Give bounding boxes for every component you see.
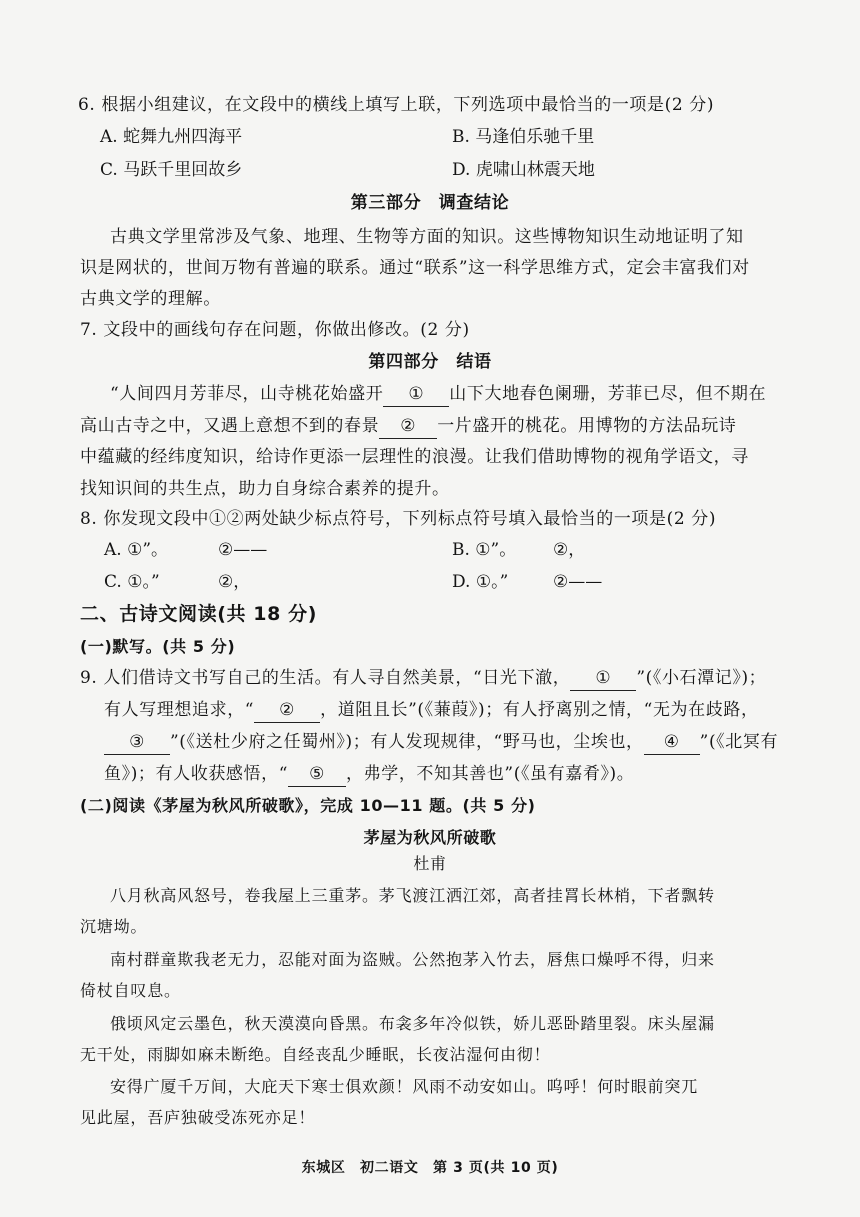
q9-blank-1: ① <box>570 666 636 691</box>
poem-title: 茅屋为秋风所破歌 <box>363 828 497 847</box>
q6-option-d: D. 虎啸山林震天地 <box>452 160 595 180</box>
part4-line-3: 中蕴藏的经纬度知识，给诗作更添一层理性的浪漫。让我们借助博物的视角学语文，寻 <box>80 447 749 467</box>
q9-blank-2: ② <box>254 698 320 723</box>
part3-line-2: 识是网状的，世间万物有普遍的联系。通过“联系”这一科学思维方式，定会丰富我们对 <box>80 258 750 278</box>
poem-line-4: 倚杖自叹息。 <box>80 981 181 1000</box>
section2-sub1: (一)默写。(共 5 分) <box>80 637 236 656</box>
q9-blank-4: ④ <box>644 730 700 755</box>
blank-1: ① <box>383 382 449 407</box>
part4-line-2 <box>80 414 736 439</box>
part4-title: 第四部分 结语 <box>368 352 492 372</box>
part4-line-2-b: 一片盛开的桃花。用博物的方法品玩诗 <box>437 416 737 436</box>
q9-line-1-a: 9. 人们借诗文书写自己的生活。有人寻自然美景，“日光下澈， <box>80 668 571 688</box>
q8-option-c: C. ①。” <box>104 572 160 592</box>
poem-line-3: 南村群童欺我老无力，忍能对面为盗贼。公然抱茅入竹去，唇焦口燥呼不得，归来 <box>110 950 715 969</box>
part4-line-4: 找知识间的共生点，助力自身综合素养的提升。 <box>80 479 450 499</box>
q9-line-1-b: ”(《小石潭记》)； <box>636 668 767 688</box>
part4-line-1 <box>110 382 766 407</box>
part4-line-2-a: 高山古寺之中，又遇上意想不到的春景 <box>80 416 380 436</box>
page-footer: 东城区 初二语文 第 3 页(共 10 页) <box>301 1160 559 1176</box>
q8-option-b-second: ②， <box>553 540 586 560</box>
q8-option-b: B. ①”。 <box>452 540 517 560</box>
q9-line-1 <box>80 666 766 691</box>
q6-option-c: C. 马跃千里回故乡 <box>100 160 243 180</box>
q9-blank-3: ③ <box>104 730 170 755</box>
q6-option-a: A. 蛇舞九州四海平 <box>100 127 243 147</box>
q9-line-3 <box>104 730 778 755</box>
q8-option-d-second: ②—— <box>553 572 603 592</box>
q9-line-2 <box>104 698 759 723</box>
q9-line-3-b: ”(《北冥有 <box>699 732 779 752</box>
q7-stem: 7. 文段中的画线句存在问题，你做出修改。(2 分) <box>80 320 470 340</box>
poem-line-1: 八月秋高风怒号，卷我屋上三重茅。茅飞渡江洒江郊，高者挂罥长林梢，下者飘转 <box>110 886 715 905</box>
poem-line-6: 无干处，雨脚如麻未断绝。自经丧乱少睡眠，长夜沾湿何由彻！ <box>80 1045 551 1064</box>
q8-option-a-second: ②—— <box>218 540 268 560</box>
q9-line-4-b: ，弗学，不知其善也”(《虽有嘉肴》)。 <box>346 764 635 784</box>
q6-stem: 6. 根据小组建议，在文段中的横线上填写上联，下列选项中最恰当的一项是(2 分) <box>78 95 715 115</box>
poem-line-2: 沉塘坳。 <box>80 917 148 936</box>
poem-line-8: 见此屋，吾庐独破受冻死亦足！ <box>80 1108 316 1127</box>
q8-stem: 8. 你发现文段中①②两处缺少标点符号，下列标点符号填入最恰当的一项是(2 分) <box>80 509 717 529</box>
part3-line-1: 古典文学里常涉及气象、地理、生物等方面的知识。这些博物知识生动地证明了知 <box>110 227 744 247</box>
q8-option-a: A. ①”。 <box>104 540 169 560</box>
poem-line-5: 俄顷风定云墨色，秋天漠漠向昏黑。布衾多年冷似铁，娇儿恶卧踏里裂。床头屋漏 <box>110 1014 715 1033</box>
q9-line-3-a: ”(《送杜少府之任蜀州》)；有人发现规律，“野马也，尘埃也， <box>170 732 644 752</box>
q9-blank-5: ⑤ <box>288 762 346 787</box>
part4-line-1-b: 山下大地春色阑珊，芳菲已尽，但不期在 <box>449 384 767 404</box>
part4-line-1-a: “人间四月芳菲尽，山寺桃花始盛开 <box>110 384 384 404</box>
q6-option-b: B. 马逢伯乐驰千里 <box>452 127 595 147</box>
poem-author: 杜甫 <box>413 854 447 873</box>
q9-line-4 <box>104 762 634 787</box>
section2-sub2: (二)阅读《茅屋为秋风所破歌》，完成 10—11 题。(共 5 分) <box>80 796 536 815</box>
blank-2: ② <box>379 414 437 439</box>
q9-line-2-b: ，道阻且长”(《蒹葭》)；有人抒离别之情，“无为在歧路， <box>320 700 759 720</box>
q9-line-2-a: 有人写理想追求，“ <box>104 700 255 720</box>
section2-title: 二、古诗文阅读(共 18 分) <box>80 603 318 625</box>
poem-line-7: 安得广厦千万间，大庇天下寒士俱欢颜！风雨不动安如山。呜呼！何时眼前突兀 <box>110 1077 699 1096</box>
part3-line-3: 古典文学的理解。 <box>80 289 221 309</box>
q8-option-d: D. ①。” <box>452 572 509 592</box>
q9-line-4-a: 鱼》)；有人收获感悟，“ <box>104 764 289 784</box>
part3-title: 第三部分 调查结论 <box>350 193 510 213</box>
q8-option-c-second: ②， <box>218 572 251 592</box>
